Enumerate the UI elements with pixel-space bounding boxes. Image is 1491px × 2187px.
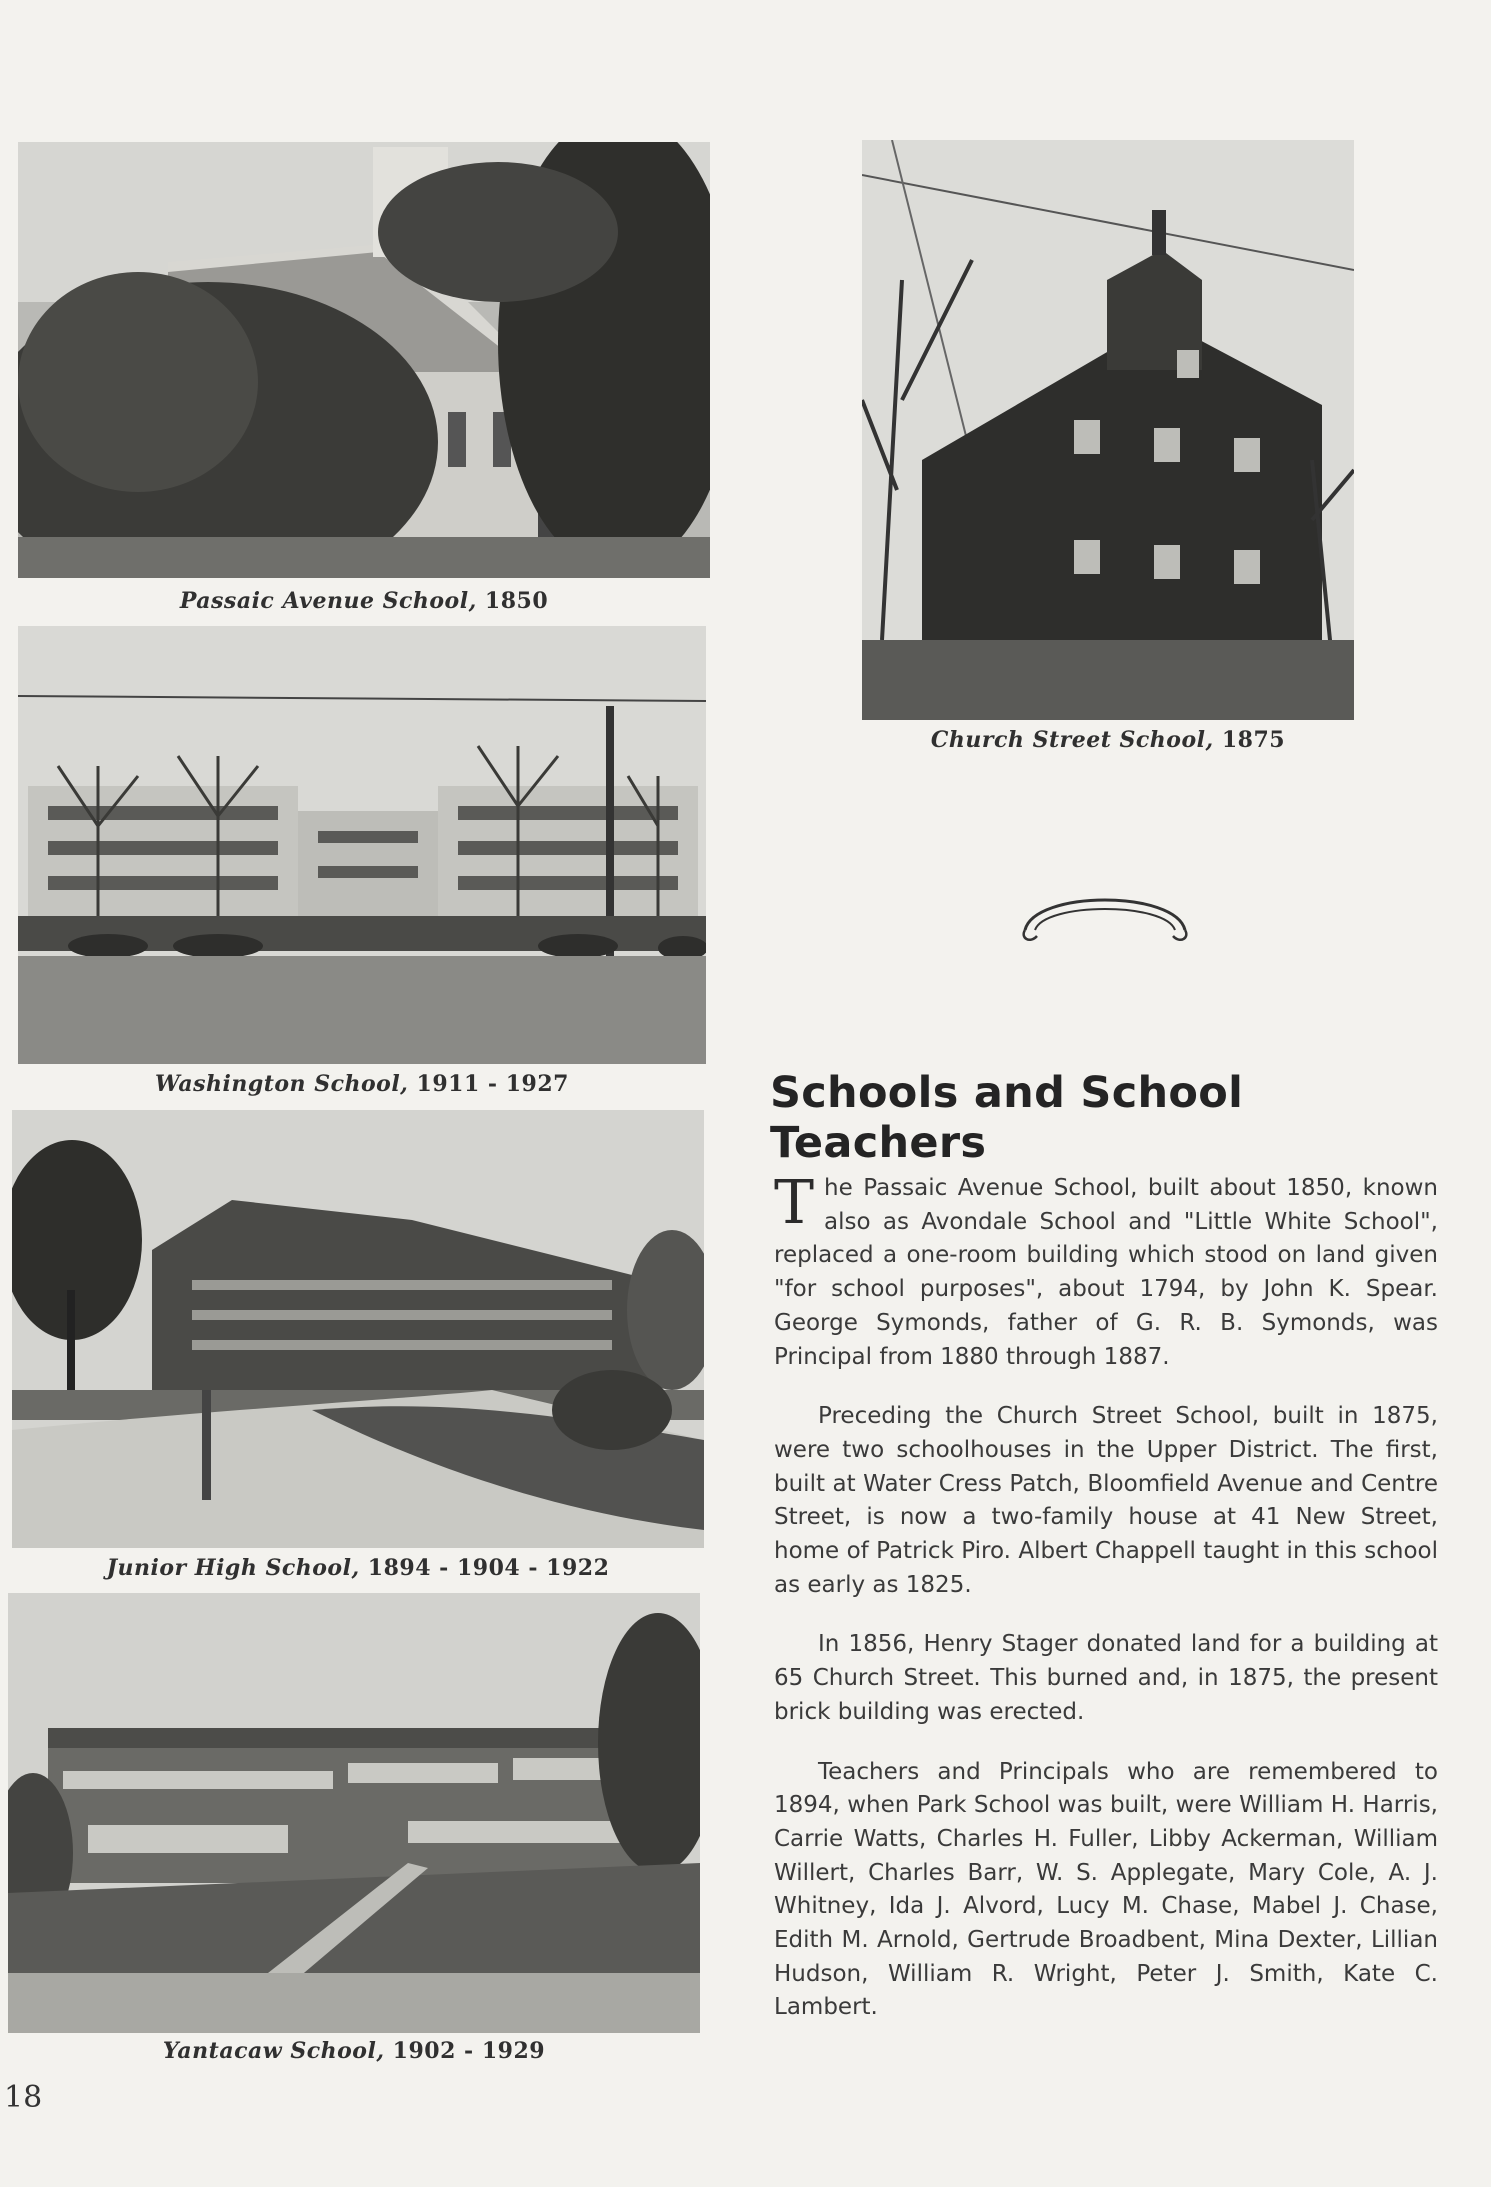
caption-name: Passaic Avenue School, xyxy=(179,588,477,614)
church-street-school-photo xyxy=(862,140,1354,720)
washington-school-image xyxy=(18,626,706,1064)
page-number: 18 xyxy=(4,2080,43,2115)
caption-name: Junior High School, xyxy=(106,1555,360,1581)
church-street-school-caption xyxy=(862,727,1354,753)
yantacaw-school-photo xyxy=(8,1593,700,2033)
washington-school-photo xyxy=(18,626,706,1064)
caption-year: 1911 - 1927 xyxy=(416,1071,569,1097)
junior-high-school-image xyxy=(12,1110,704,1548)
article-paragraph: In 1856, Henry Stager donated land for a building at 65 Church Street. This burned and, in 1875, the present brick building was erected. xyxy=(774,1631,1438,1725)
caption-name: Yantacaw School, xyxy=(162,2038,385,2064)
caption-year: 1902 - 1929 xyxy=(392,2038,546,2064)
caption-year: 1875 xyxy=(1221,727,1286,753)
drop-cap: T xyxy=(774,1168,815,1238)
junior-high-school-photo xyxy=(12,1110,704,1548)
article-paragraph: Teachers and Principals who are remembered to 1894, when Park School was built, were William H. Harris, Carrie Watts, Charles H. Fuller, Libby Ackerman, William Willert, Charles Barr, W. S. Applegate, Mary Cole, A. J. Whitney, Ida J. Alvord, Lucy M. Chase, Mabel J. Chase, Edith M. Arnold, Gertrude Broadbent, Mina Dexter, Lillian Hudson, William R. Wright, Peter J. Smith, Kate C. Lambert. xyxy=(774,1758,1438,2021)
decorative-swash-ornament xyxy=(1005,880,1205,950)
passaic-avenue-school-photo xyxy=(18,142,710,578)
paragraph-1-text: he Passaic Avenue School, built about 1850, known also as Avondale School and "Little White School", replaced a one-room building which stood on land given "for school purposes", about 1794, by John K. Spear. George Symonds, father of G. R. B. Symonds, was Principal from 1880 through 1887. xyxy=(774,1175,1438,1370)
church-street-school-image xyxy=(862,140,1354,720)
article-paragraph xyxy=(774,1168,1438,1374)
section-heading: Schools and School Teachers xyxy=(770,1068,1244,1168)
caption-year: 1850 xyxy=(484,588,549,614)
junior-high-school-caption xyxy=(12,1555,704,1581)
passaic-avenue-school-image xyxy=(18,142,710,578)
washington-school-caption xyxy=(18,1071,706,1097)
passaic-avenue-school-caption xyxy=(18,588,710,614)
article-paragraph: Preceding the Church Street School, built in 1875, were two schoolhouses in the Upper District. The first, built at Water Cress Patch, Bloomfield Avenue and Centre Street, is now a two-family house at 41 New Street, home of Patrick Piro. Albert Chappell taught in this school as early as 1825. xyxy=(774,1403,1438,1598)
caption-year: 1894 - 1904 - 1922 xyxy=(367,1555,610,1581)
caption-name: Church Street School, xyxy=(930,727,1214,753)
yantacaw-school-caption xyxy=(8,2038,700,2064)
article-body xyxy=(774,1168,1438,2051)
yantacaw-school-image xyxy=(8,1593,700,2033)
caption-name: Washington School, xyxy=(155,1071,409,1097)
